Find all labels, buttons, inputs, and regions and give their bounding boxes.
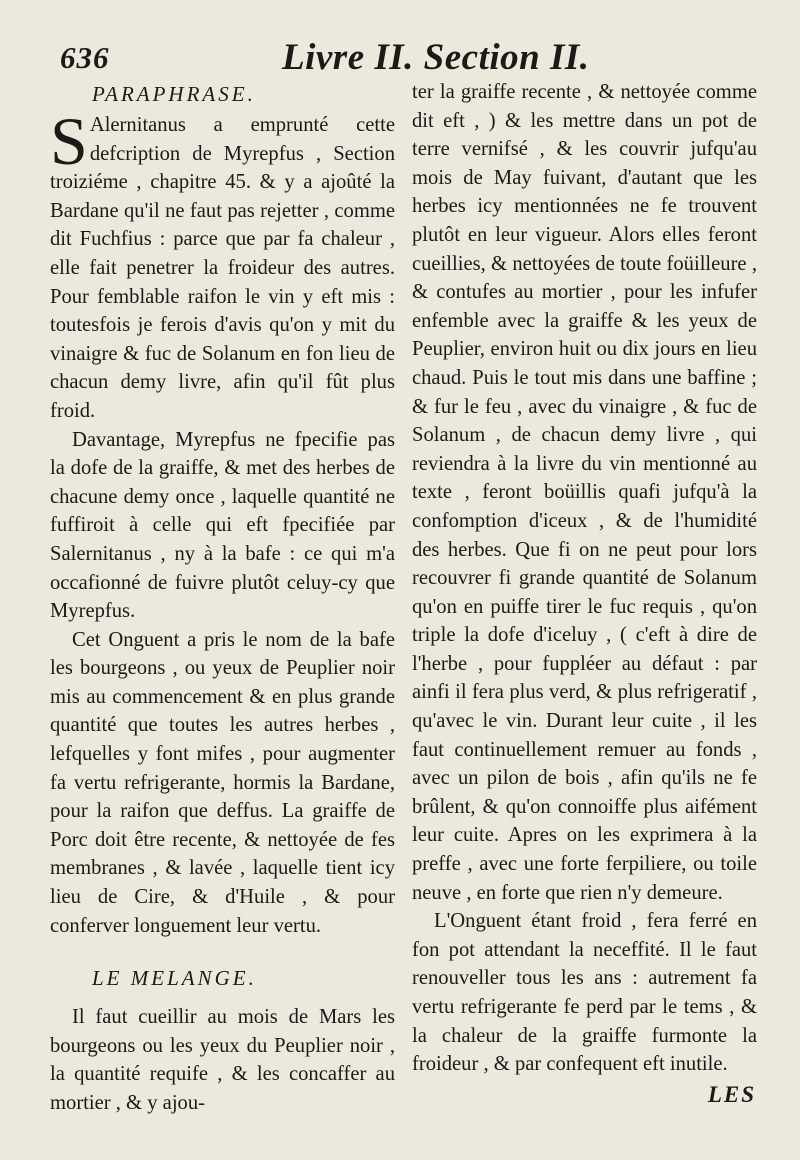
melange-paragraph-1: Il faut cueillir au mois de Mars les bourgeons ou les yeux du Peuplier noir , la quantité requife , & les concaffer au mortier , & y ajou- [50,1006,395,1114]
drop-cap: S [50,103,88,179]
left-column [50,78,395,1118]
paraphrase-paragraph-3: Cet Onguent a pris le nom de la bafe les bourgeons , ou yeux de Peuplier noir mis au commencement & en plus grande quantité que toutes les autres herbes , lefquelles y font mifes , pour augmenter fa vertu refrigerante, hormis la Bardane, pour la raifon que deffus. La graiffe de Porc doit être recente, & nettoyée de fes membranes , & lavée , laquelle tient icy lieu de Cire, & d'Huile , & pour conferver longuement leur vertu. [50,628,395,937]
right-column [412,78,757,1079]
catchword: LES [707,1082,756,1107]
running-title: Livre II. Section II. [282,37,590,78]
paraphrase-paragraph-1 [50,103,395,426]
melange-paragraph-continued: ter la graiffe recente , & nettoyée comme dit eft , ) & les mettre dans un pot de terre vernifsé , & les couvrir jufqu'au mois de May fuivant, d'autant que les herbes icy mentionnées ne fe trouvent plutôt en leur vigueur. Alors elles feront cueillies, & nettoyées de toute foüilleure , & contufes au mortier , pour les infufer enfemble avec la graiffe & les yeux de Peuplier, environ huit ou dix jours en lieu chaud. Puis le tout mis dans une baffine ; & fur le feu , avec du vinaigre , & fuc de Solanum , de chacun demy livre , qui reviendra à la livre du vin mentionné au texte , feront boüillis quafi jufqu'à la confomption d'iceux , & de l'humidité des herbes. Que fi on ne peut pour lors recouvrer fi grande quantité de Solanum qu'on en puiffe tirer le fuc requis , qu'on triple la dofe d'iceluy , ( c'eft à dire de l'herbe , pour fuppléer au défaut : par ainfi il fera plus verd, & plus refrigeratif , qu'avec le vin. Durant leur cuite , il les faut continuellement remuer au fonds , avec un pilon de bois , afin qu'ils ne fe brûlent, & qu'on connoiffe plus aifément leur cuite. Apres on les exprimera à la preffe , avec une forte ferpiliere, ou toile neuve , en forte que rien n'y demeure. [412,81,757,904]
paraphrase-paragraph-1-text: Alernitanus a emprunté cette defcription de Myrepfus , Section troiziéme , chapitre 45. & y a ajoûté la Bardane qu'il ne faut pas rejetter , comme dit Fuchfius : parce que par fa chaleur , elle fait penetrer la froideur des autres. Pour femblable raifon le vin y eft mis : toutesfois je ferois d'avis qu'on y mit du vinaigre & fuc de Solanum en fon lieu de chacun demy livre, afin qu'il fût plus froid. [50,114,395,422]
melange-paragraph-2: L'Onguent étant froid , fera ferré en fon pot attendant la neceffité. Il le faut renouveller tous les ans : autrement fa vertu refrigerante fe perd par le tems , & la chaleur de la graiffe furmonte la froideur , & par confequent eft inutile. [412,910,757,1076]
paraphrase-heading: PARAPHRASE. [92,82,256,106]
melange-heading: LE MELANGE. [92,966,257,991]
page-number: 636 [60,40,110,75]
paraphrase-paragraph-2: Davantage, Myrepfus ne fpecifie pas la dofe de la graiffe, & met des herbes de chacune demy once , laquelle quantité ne fuffiroit à celle qui eft fpecifiée par Salernitanus , ny à la bafe : ce qui m'a occafionné de fuivre plutôt celuy-cy que Myrepfus. [50,428,395,623]
